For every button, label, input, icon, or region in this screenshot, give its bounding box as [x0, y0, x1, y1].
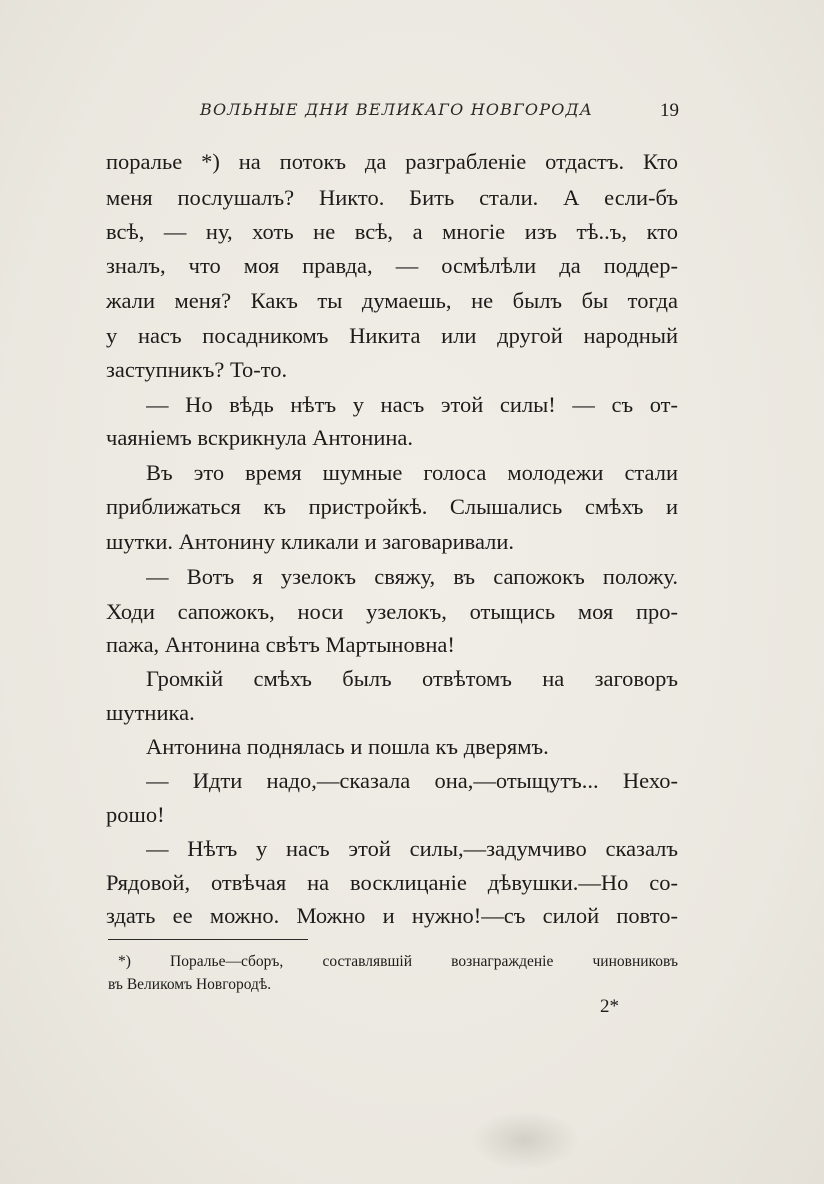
- text-line: — Вотъ я узелокъ свяжу, въ сапожокъ положу.: [146, 564, 678, 589]
- text-line: — Идти надо,—сказала она,—отыщутъ... Нехо-: [146, 768, 678, 793]
- text-line: Антонина поднялась и пошла къ дверямъ.: [146, 734, 549, 759]
- text-line: чаяніемъ вскрикнула Антонина.: [106, 425, 414, 450]
- footnote-divider: [108, 939, 308, 940]
- text-line: рошо!: [106, 802, 165, 827]
- running-title: ВОЛЬНЫЕ ДНИ ВЕЛИКАГО НОВГОРОДА: [200, 100, 594, 119]
- text-line: Ходи сапожокъ, носи узелокъ, отыщись моя про-: [106, 599, 678, 624]
- text-line: Въ это время шумные голоса молодежи стали: [146, 460, 678, 485]
- text-line: приближаться къ пристройкѣ. Слышались смѣхъ и: [106, 494, 678, 519]
- text-line: поралье *) на потокъ да разграбленіе отдастъ. Кто: [106, 149, 678, 174]
- page-smudge: [470, 1110, 580, 1170]
- text-line: заступникъ? То-то.: [106, 357, 288, 382]
- footnote-line: *) Поралье—сборъ, составлявшій вознагражденіе чиновниковъ: [118, 953, 678, 970]
- text-line: у насъ посадникомъ Никита или другой народный: [106, 323, 678, 348]
- footnote-line: въ Великомъ Новгородѣ.: [108, 976, 272, 993]
- text-line: пажа, Антонина свѣтъ Мартыновна!: [106, 632, 455, 657]
- text-line: шутника.: [106, 700, 195, 725]
- printer-signature-mark: 2*: [600, 996, 619, 1017]
- text-line: жали меня? Какъ ты думаешь, не былъ бы тогда: [106, 288, 678, 313]
- text-line: меня послушалъ? Никто. Бить стали. А если-бъ: [106, 185, 678, 210]
- text-line: шутки. Антонину кликали и заговаривали.: [106, 529, 515, 554]
- text-line: всѣ, — ну, хоть не всѣ, а многіе изъ тѣ..ъ, кто: [106, 219, 678, 244]
- page-number: 19: [660, 100, 679, 121]
- text-line: Рядовой, отвѣчая на восклицаніе дѣвушки.—Но со-: [106, 870, 678, 895]
- text-line: Громкій смѣхъ былъ отвѣтомъ на заговоръ: [146, 666, 678, 691]
- text-line: зналъ, что моя правда, — осмѣлѣли да поддер-: [106, 253, 678, 278]
- text-line: — Нѣтъ у насъ этой силы,—задумчиво сказалъ: [146, 836, 678, 861]
- text-line: здать ее можно. Можно и нужно!—съ силой повто-: [106, 903, 678, 928]
- text-line: — Но вѣдь нѣтъ у насъ этой силы! — съ от-: [146, 392, 678, 417]
